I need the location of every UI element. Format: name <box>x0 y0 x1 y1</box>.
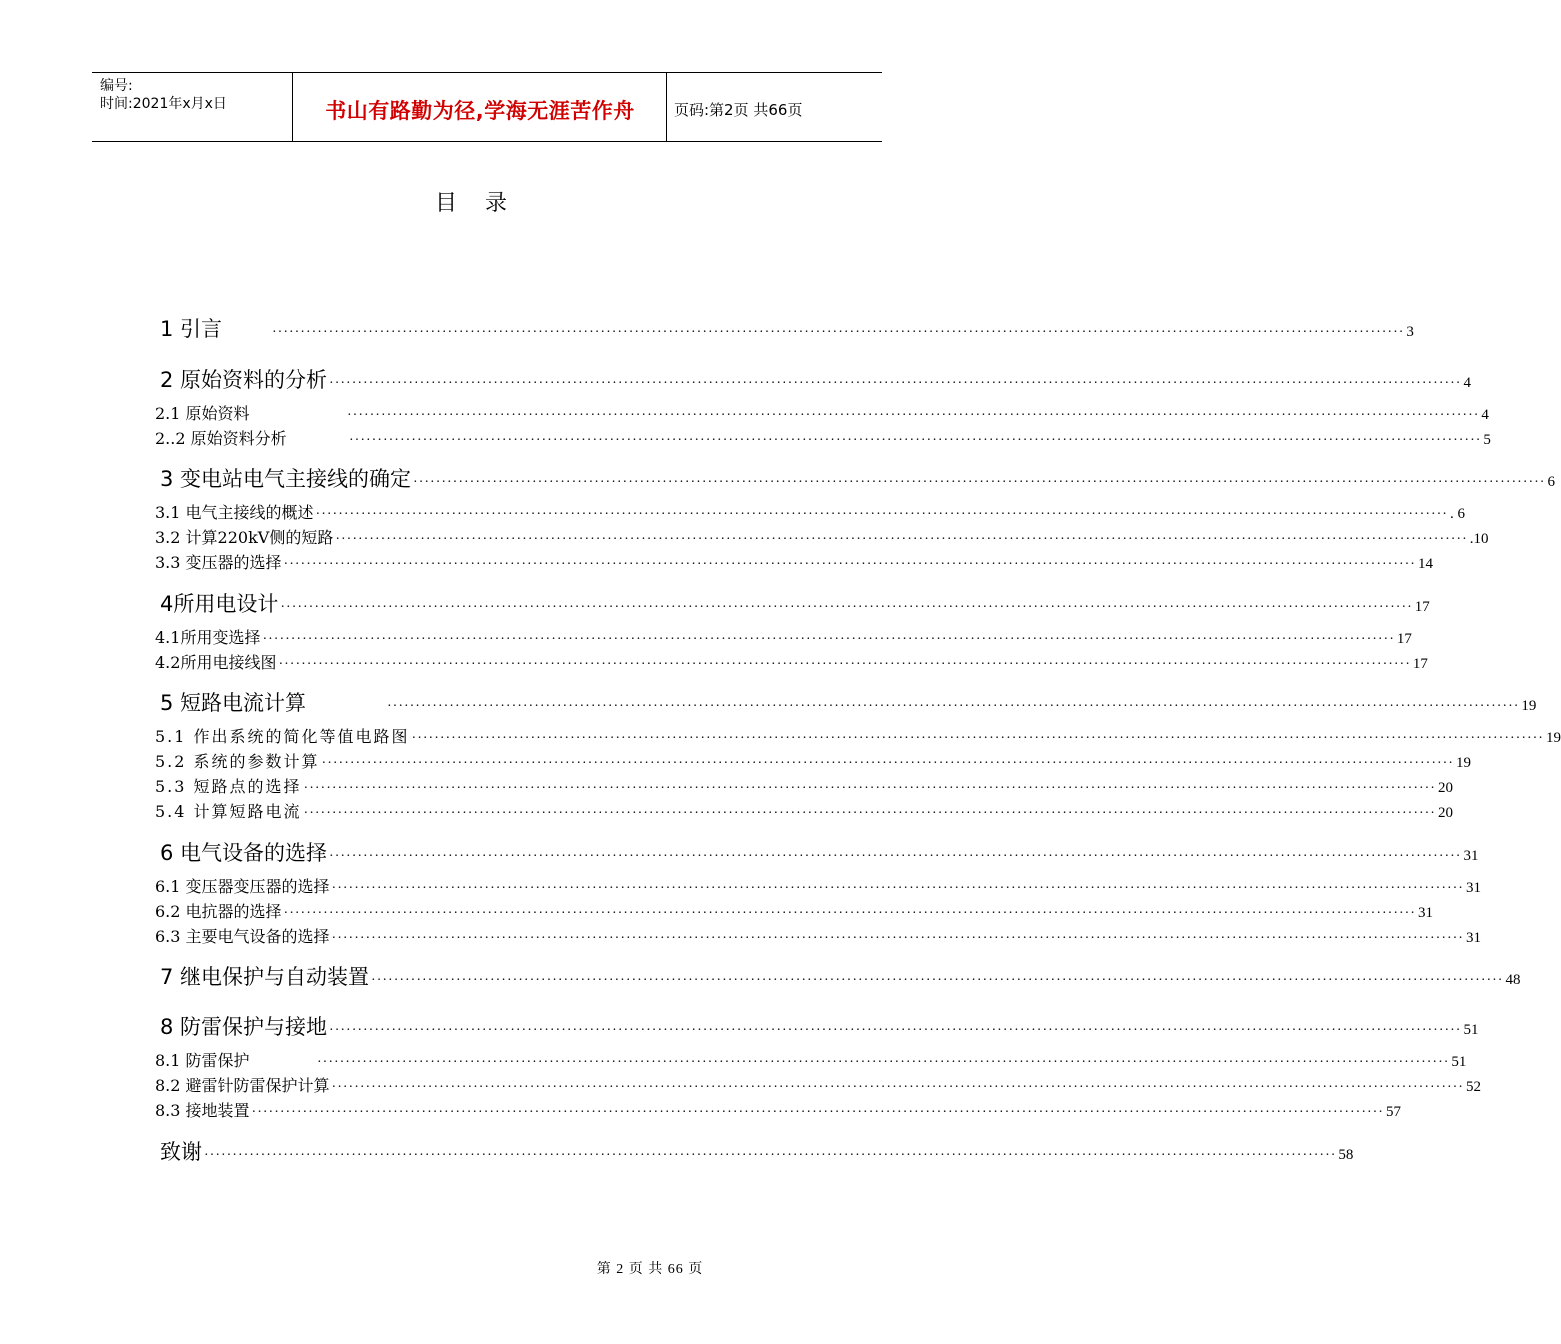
toc-entry[interactable] <box>160 687 1537 717</box>
toc-entry-label: 5.3 短路点的选择 <box>155 777 302 796</box>
toc-entry[interactable] <box>155 1073 1481 1096</box>
toc-leader: ········································································································································································································ <box>329 849 1462 864</box>
toc-entry[interactable] <box>155 401 1489 424</box>
toc-entry[interactable] <box>160 837 1479 867</box>
toc-leader: ········································································································································································································ <box>413 475 1546 490</box>
toc-leader: ········································································································································································································ <box>349 433 1482 448</box>
toc-entry-label: 6.1 变压器变压器的选择 <box>155 877 330 896</box>
toc-entry-label: 致谢 <box>160 1140 202 1164</box>
toc-entry-label: 6.2 电抗器的选择 <box>155 902 282 921</box>
toc-leader: ········································································································································································································ <box>321 756 1454 771</box>
toc-entry-page: 3 <box>1406 324 1414 340</box>
toc-entry-page: 4 <box>1463 375 1471 391</box>
header-divider <box>666 73 667 141</box>
toc-leader: ········································································································································································································ <box>262 632 1395 647</box>
toc-entry[interactable] <box>160 463 1555 493</box>
toc-entry-page: 17 <box>1412 656 1428 672</box>
toc-entry-page: 52 <box>1465 1079 1481 1095</box>
toc-leader: ········································································································································································································ <box>331 881 1464 896</box>
toc-entry-page: 58 <box>1338 1147 1354 1163</box>
toc-leader: ········································································································································································································ <box>278 657 1411 672</box>
toc-entry-page: 20 <box>1437 805 1453 821</box>
toc-entry[interactable] <box>155 550 1433 573</box>
toc-entry-page: 31 <box>1417 905 1433 921</box>
toc-leader: ········································································································································································································ <box>303 806 1436 821</box>
toc-entry-page: 14 <box>1417 556 1433 572</box>
toc-entry-page: .10 <box>1469 531 1489 547</box>
header-meta <box>100 77 227 113</box>
toc-entry[interactable] <box>155 1098 1401 1121</box>
toc-entry[interactable] <box>160 364 1471 394</box>
toc-entry-page: 17 <box>1396 631 1412 647</box>
toc-entry-page: 6 <box>1547 474 1555 490</box>
toc-leader: ········································································································································································································ <box>317 1055 1450 1070</box>
number-label: 编号: <box>100 78 133 94</box>
toc-leader: ········································································································································································································ <box>371 973 1504 988</box>
toc-entry-page: 51 <box>1451 1054 1467 1070</box>
toc-entry-label: 3 变电站电气主接线的确定 <box>160 467 412 491</box>
toc-entry[interactable] <box>155 625 1412 648</box>
toc-entry-page: 19 <box>1455 755 1471 771</box>
toc-entry[interactable] <box>155 724 1561 747</box>
page-title: 目录 <box>434 191 535 216</box>
toc-entry-page: 19 <box>1545 730 1561 746</box>
toc-leader: ········································································································································································································ <box>331 931 1464 946</box>
toc-leader: ········································································································································································································ <box>283 557 1416 572</box>
toc-entry[interactable] <box>155 426 1491 449</box>
toc-entry[interactable] <box>160 313 1414 343</box>
toc-entry[interactable] <box>155 500 1465 523</box>
toc-leader: ········································································································································································································ <box>411 731 1544 746</box>
toc-entry-page: 31 <box>1465 930 1481 946</box>
toc-leader: ········································································································································································································ <box>347 408 1480 423</box>
toc-entry-label: 2..2 原始资料分析 <box>155 429 287 448</box>
toc-entry-label: 4.2所用电接线图 <box>155 653 277 672</box>
toc-entry[interactable] <box>155 774 1453 797</box>
page-footer: 第 2 页 共 66 页 <box>596 1262 704 1277</box>
toc-leader: ········································································································································································································ <box>387 699 1520 714</box>
toc-entry-label: 6 电气设备的选择 <box>160 841 328 865</box>
toc-leader: ········································································································································································································ <box>280 600 1413 615</box>
toc-entry-page: 19 <box>1521 698 1537 714</box>
toc-entry[interactable] <box>160 1136 1354 1166</box>
toc-entry[interactable] <box>160 1011 1479 1041</box>
toc-entry-label: 3.1 电气主接线的概述 <box>155 503 314 522</box>
toc-entry[interactable] <box>160 588 1430 618</box>
toc-entry-label: 8.1 防雷保护 <box>155 1051 250 1070</box>
toc-entry-page: 48 <box>1505 972 1521 988</box>
toc-entry-page: 57 <box>1385 1104 1401 1120</box>
toc-entry-page: 31 <box>1465 880 1481 896</box>
toc-entry-label: 3.3 变压器的选择 <box>155 553 282 572</box>
toc-entry-label: 1 引言 <box>160 317 223 341</box>
toc-entry[interactable] <box>155 799 1453 822</box>
toc-entry-page: 20 <box>1437 780 1453 796</box>
toc-leader: ········································································································································································································ <box>272 325 1405 340</box>
page-header <box>92 72 882 142</box>
toc-entry[interactable] <box>155 1048 1467 1071</box>
toc-entry[interactable] <box>155 924 1481 947</box>
toc-entry[interactable] <box>155 874 1481 897</box>
toc-leader: ········································································································································································································ <box>204 1148 1337 1163</box>
toc-entry[interactable] <box>155 749 1471 772</box>
toc-entry-page: 17 <box>1414 599 1430 615</box>
toc-entry-label: 4.1所用变选择 <box>155 628 261 647</box>
toc-entry-label: 6.3 主要电气设备的选择 <box>155 927 330 946</box>
toc-entry[interactable] <box>160 961 1521 991</box>
toc-entry-label: 8.2 避雷针防雷保护计算 <box>155 1076 330 1095</box>
toc-leader: ········································································································································································································ <box>329 376 1462 391</box>
toc-entry-label: 3.2 计算220kV侧的短路 <box>155 528 334 547</box>
toc-entry-page: . 6 <box>1449 506 1465 522</box>
toc-leader: ········································································································································································································ <box>283 906 1416 921</box>
toc-entry-label: 2.1 原始资料 <box>155 404 250 423</box>
toc-entry-label: 4所用电设计 <box>160 592 279 616</box>
toc-entry-page: 4 <box>1481 407 1489 423</box>
header-motto: 书山有路勤为径,学海无涯苦作舟 <box>325 99 635 123</box>
toc-entry-label: 8 防雷保护与接地 <box>160 1015 328 1039</box>
toc-leader: ········································································································································································································ <box>331 1080 1464 1095</box>
toc-entry-page: 51 <box>1463 1022 1479 1038</box>
toc-entry[interactable] <box>155 650 1428 673</box>
toc-entry-label: 5.2 系统的参数计算 <box>155 752 320 771</box>
toc-entry-label: 5.4 计算短路电流 <box>155 802 302 821</box>
toc-leader: ········································································································································································································ <box>335 532 1468 547</box>
toc-entry-label: 2 原始资料的分析 <box>160 368 328 392</box>
time-label: 时间:2021年x月x日 <box>100 96 227 112</box>
toc-entry-label: 7 继电保护与自动装置 <box>160 965 370 989</box>
toc-leader: ········································································································································································································ <box>315 507 1448 522</box>
toc-entry-label: 8.3 接地装置 <box>155 1101 250 1120</box>
toc-entry-label: 5 短路电流计算 <box>160 691 307 715</box>
toc-entry[interactable] <box>155 899 1433 922</box>
header-divider <box>292 73 293 141</box>
toc-entry-label: 5.1 作出系统的简化等值电路图 <box>155 727 410 746</box>
toc-entry-page: 5 <box>1483 432 1491 448</box>
header-page-info: 页码:第2页 共66页 <box>674 101 803 119</box>
toc-leader: ········································································································································································································ <box>303 781 1436 796</box>
toc-entry[interactable] <box>155 525 1489 548</box>
toc-leader: ········································································································································································································ <box>329 1023 1462 1038</box>
toc-leader: ········································································································································································································ <box>251 1105 1384 1120</box>
toc-entry-page: 31 <box>1463 848 1479 864</box>
